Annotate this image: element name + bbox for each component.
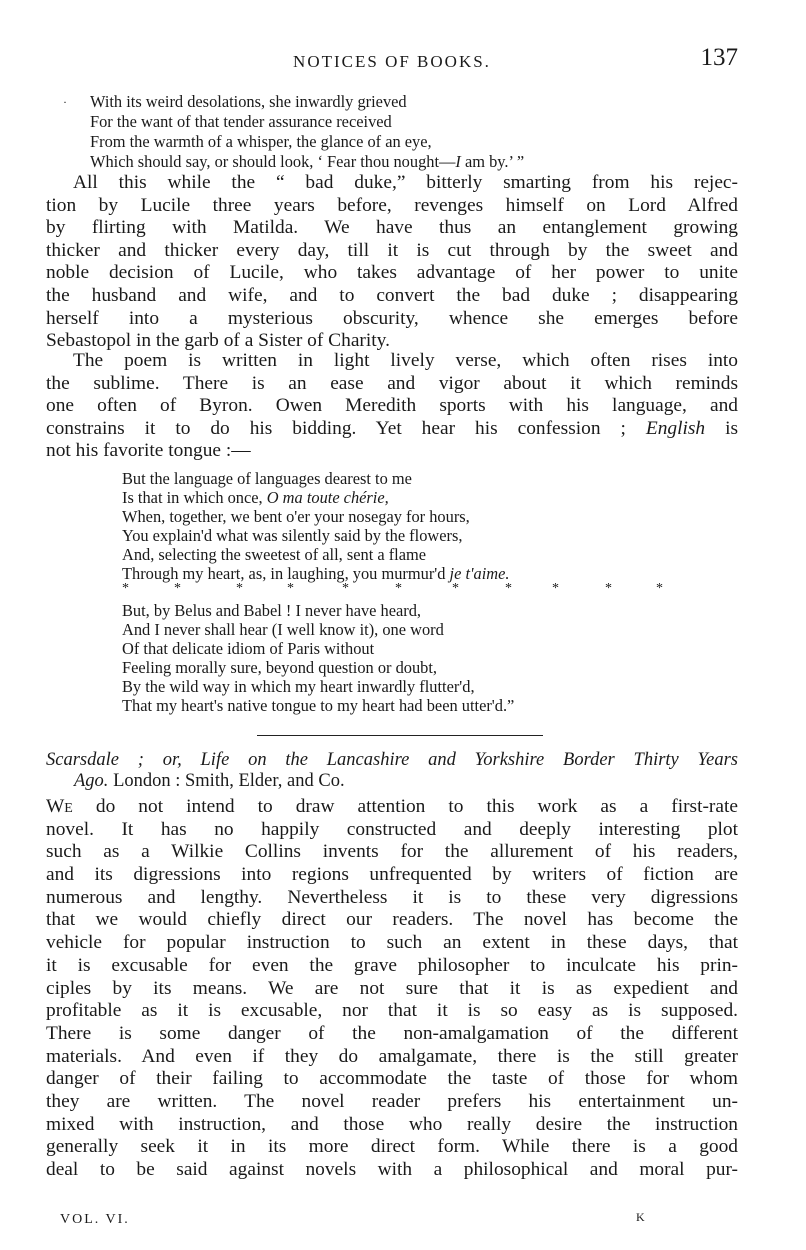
volume-label: VOL. VI. [60,1212,130,1227]
review-heading [46,750,738,792]
text-line: Sebastopol in the garb of a Sister of Charity. [46,330,390,352]
asterisk-row [122,583,682,601]
asterisk: * [605,581,612,596]
asterisk: * [452,581,459,596]
verse-line: When, together, we bent o'er your nosegay for hours, [122,507,470,526]
text-line: profitable as it is excusable, nor that it is so easy as is supposed. [46,1000,738,1022]
text-line: There is some danger of the non-amalgamation of the different [46,1022,738,1044]
paragraph-poem [46,350,738,463]
text-line: such as a Wilkie Collins invents for the allurement of his readers, [46,841,738,863]
text-line: tion by Lucile three years before, revenges himself on Lord Alfred [46,194,738,216]
text-line: that we would chiefly direct our readers. The novel has become the [46,909,738,931]
paragraph-lucile [46,172,738,353]
verse-line: Is that in which once, O ma toute chérie, [122,488,389,507]
opening-word: We [46,796,73,817]
asterisk: * [342,581,349,596]
text-line: All this while the “ bad duke,” bitterly smarting from his rejec- [73,172,738,193]
text-line: the husband and wife, and to convert the bad duke ; disappearing [46,284,738,306]
verse-quote [122,469,682,715]
running-head: NOTICES OF BOOKS. [293,52,491,71]
verse-line: You explain'd what was silently said by the flowers, [122,526,463,545]
verse-line: Which should say, or should look, ‘ Fear thou nought—I am by.’ ” [90,152,525,171]
text-line: materials. And even if they do amalgamate, there is the still greater [46,1045,738,1067]
text-line: deal to be said against novels with a philosophical and moral pur- [46,1159,738,1180]
page-header [46,44,738,78]
text-line: We do not intend to draw attention to this work as a first-rate [46,796,738,817]
asterisk: * [122,581,129,596]
text-line: vehicle for popular instruction to such an extent in these days, that [46,932,738,954]
asterisk: * [505,581,512,596]
asterisk: * [174,581,181,596]
text-line: it is excusable for even the grave philosopher to inculcate his prin- [46,954,738,976]
review-paragraph [46,796,738,1182]
text-line: ciples by its means. We are not sure that it is as expedient and [46,977,738,999]
verse-line: And I never shall hear (I well know it), one word [122,620,444,639]
text-line: herself into a mysterious obscurity, whence she emerges before [46,307,738,329]
text-line: noble decision of Lucile, who takes advantage of her power to unite [46,262,738,284]
text-line: The poem is written in light lively verse, which often rises into [73,350,738,371]
verse-line: Of that delicate idiom of Paris without [122,639,375,658]
verse-line: Through my heart, as, in laughing, you murmur'd je t'aime. [122,564,510,583]
verse-line: Feeling morally sure, beyond question or doubt, [122,658,438,677]
text-line: one often of Byron. Owen Meredith sports with his language, and [46,395,738,417]
verse-line: From the warmth of a whisper, the glance of an eye, [90,132,432,151]
page-number: 137 [700,44,738,71]
asterisk: * [552,581,559,596]
book-title-line: Ago. London : Smith, Elder, and Co. [74,771,345,791]
text-line: numerous and lengthy. Nevertheless it is to these very digressions [46,886,738,908]
text-line: they are written. The novel reader prefers his entertainment un- [46,1090,738,1112]
asterisk: * [287,581,294,596]
asterisk: * [656,581,663,596]
verse-line: By the wild way in which my heart inwardly flutter'd, [122,677,475,696]
asterisk: * [395,581,402,596]
text-line: novel. It has no happily constructed and deeply interesting plot [46,818,738,840]
text-line: not his favorite tongue :— [46,440,251,462]
verse-line: That my heart's native tongue to my heart had been utter'd.” [122,696,515,715]
margin-mark: · [63,95,67,109]
book-title-line: Scarsdale ; or, Life on the Lancashire and Yorkshire Border Thirty Years [46,750,738,770]
text-line: mixed with instruction, and those who really desire the instruction [46,1113,738,1135]
text-line: by flirting with Matilda. We have thus an entanglement growing [46,217,738,239]
text-line: generally seek it in its more direct form. While there is a good [46,1136,738,1158]
signature-mark: K [636,1210,647,1224]
verse-line: But, by Belus and Babel ! I never have heard, [122,601,422,620]
section-divider [257,735,543,736]
verse-line: · With its weird desolations, she inwardly grieved [63,92,407,111]
asterisk: * [236,581,243,596]
verse-top [63,92,525,172]
text-line: and its digressions into regions unfrequented by writers of fiction are [46,864,738,886]
text-line: the sublime. There is an ease and vigor about it which reminds [46,372,738,394]
text-line: thicker and thicker every day, till it is cut through by the sweet and [46,239,738,261]
verse-line: For the want of that tender assurance received [90,112,392,131]
verse-line: And, selecting the sweetest of all, sent a flame [122,545,427,564]
text-line: constrains it to do his bidding. Yet hear his confession ; English is [46,417,739,439]
verse-line: But the language of languages dearest to me [122,469,412,488]
text-line: danger of their failing to accommodate the taste of those for whom [46,1068,738,1090]
page-footer [60,1212,660,1232]
